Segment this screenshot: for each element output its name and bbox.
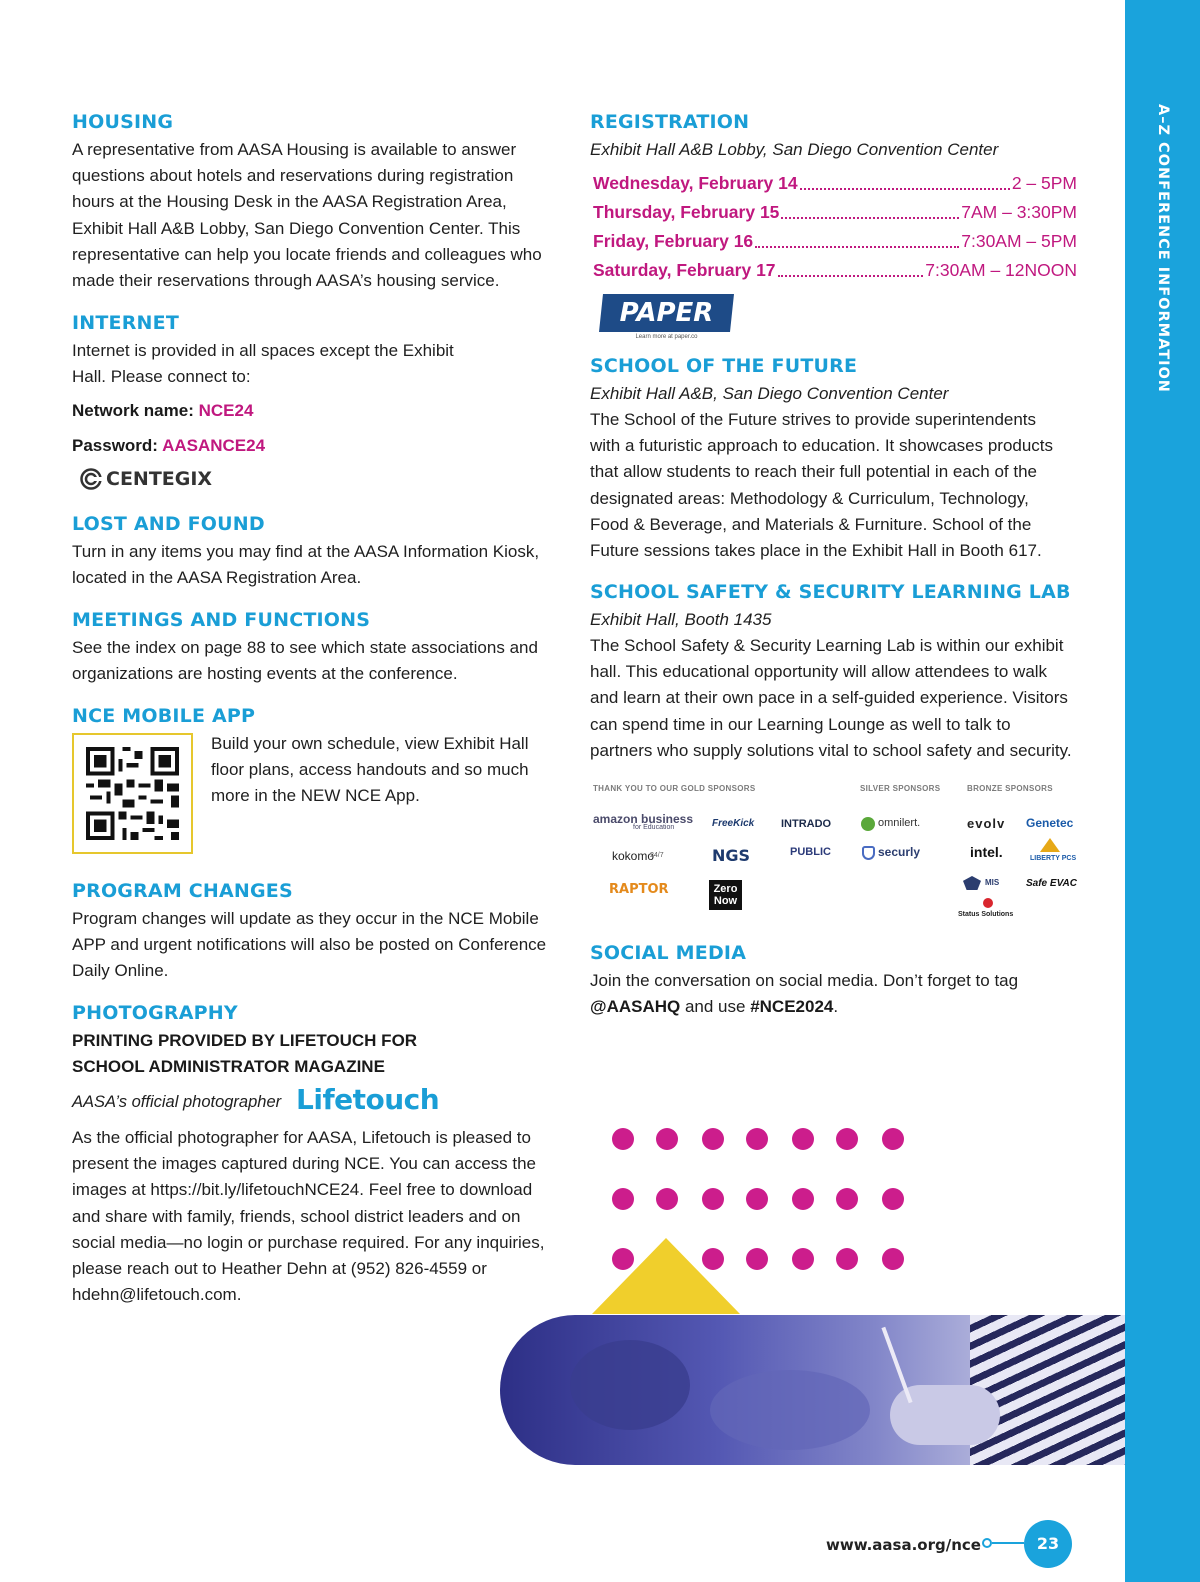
photography-heading: PHOTOGRAPHY xyxy=(72,1002,238,1024)
sponsor-ngs: NGS xyxy=(712,846,751,865)
decorative-dot xyxy=(656,1188,678,1210)
internet-body: Internet is provided in all spaces except the Exhibit Hall. Please connect to: xyxy=(72,341,454,387)
registration-time: 7:30AM – 5PM xyxy=(961,231,1077,251)
dot-leader xyxy=(778,265,924,277)
centegix-mark-icon xyxy=(80,468,102,490)
mobile-app-body: Build your own schedule, view Exhibit Hall floor plans, access handouts and so much more in the NEW NCE App. xyxy=(211,734,529,806)
housing-body: A representative from AASA Housing is available to answer questions about hotels and reservations during registration hours at the Housing Desk in the AASA Registration Area, Exhibit Hall A&B Lobby, San Diego Convention Center. This representative can help you locate friends and colleagues who made their reservations through AASA’s housing service. xyxy=(72,140,542,291)
social-body xyxy=(590,968,1070,1020)
sponsor-amazon-business: amazon business xyxy=(593,812,694,826)
registration-row xyxy=(593,198,1077,227)
sponsor-kokomo: kokomo xyxy=(612,849,655,863)
photography-subheading: PRINTING PROVIDED BY LIFETOUCH FOR SCHOOL ADMINISTRATOR MAGAZINE xyxy=(72,1031,418,1077)
registration-time: 2 – 5PM xyxy=(1011,173,1077,193)
footer-connector-dot xyxy=(982,1538,992,1548)
network-label: Network name: xyxy=(72,401,199,420)
meetings-body: See the index on page 88 to see which state associations and organizations are hosting events at the conference. xyxy=(72,638,538,684)
photo-blur-shape xyxy=(570,1340,690,1430)
registration-day: Thursday, February 15 xyxy=(593,202,780,222)
paper-logo xyxy=(599,294,734,332)
photography-body: As the official photographer for AASA, Lifetouch is pleased to present the images captured during NCE. You can access the images at https://bit.ly/lifetouchNCE24. Feel free to download and share with family, friends, school district leaders and on social media—no login or purchase required. For any inquiries, please reach out to Heather Dehn at (952) 826-4559 or hdehn@lifetouch.com. xyxy=(72,1128,545,1305)
decorative-dot xyxy=(882,1188,904,1210)
sponsor-public: PUBLIC xyxy=(790,846,831,858)
footer-url[interactable]: www.aasa.org/nce xyxy=(826,1536,981,1554)
registration-day: Friday, February 16 xyxy=(593,231,754,251)
photographer-label: AASA’s official photographer xyxy=(72,1093,282,1111)
sponsor-amazon-sub: for Education xyxy=(633,824,675,831)
registration-time: 7:30AM – 12NOON xyxy=(925,260,1077,280)
registration-row xyxy=(593,169,1077,198)
social-body-text: Join the conversation on social media. Don’t forget to tag xyxy=(590,971,1019,990)
program-changes-body: Program changes will update as they occur in the NCE Mobile APP and urgent notifications will also be posted on Conference Daily Online. xyxy=(72,909,547,981)
lost-found-body: Turn in any items you may find at the AASA Information Kiosk, located in the AASA Registration Area. xyxy=(72,542,540,588)
sponsor-status-solutions: Status Solutions xyxy=(958,911,1014,918)
decorative-dot xyxy=(746,1188,768,1210)
bronze-sponsors-heading: BRONZE SPONSORS xyxy=(967,784,1053,793)
sponsor-intrado: INTRADO xyxy=(781,818,832,830)
paper-wordmark: PAPER xyxy=(619,298,714,328)
registration-row xyxy=(593,227,1077,256)
photo-blur-shape xyxy=(710,1370,870,1450)
omnilert-mark-icon xyxy=(861,817,875,831)
sponsor-evolv: evolv xyxy=(967,816,1006,831)
qr-code-icon xyxy=(74,735,191,852)
social-body-mid: and use xyxy=(680,997,751,1017)
sponsor-kokomo-sub: 24/7 xyxy=(650,852,664,859)
status-solutions-mark-icon xyxy=(983,898,993,908)
decorative-dot xyxy=(836,1128,858,1150)
decorative-dot xyxy=(882,1248,904,1270)
school-future-body: The School of the Future strives to provide superintendents with a futuristic approach to education. It showcases products that allow students to reach their full potential in each of the designated areas: Methodology & Curriculum, Technology, Food & Beverage, and Materials & Furniture. School of the Future sessions takes place in the Exhibit Hall in Booth 617. xyxy=(590,410,1054,561)
safety-lab-heading: SCHOOL SAFETY & SECURITY LEARNING LAB xyxy=(590,581,1071,603)
decorative-dot xyxy=(702,1128,724,1150)
registration-time: 7AM – 3:30PM xyxy=(961,202,1077,222)
decorative-dot xyxy=(882,1128,904,1150)
school-future-heading: SCHOOL OF THE FUTURE xyxy=(590,355,858,377)
students-photo-banner xyxy=(500,1315,1125,1465)
page-number: 23 xyxy=(1024,1520,1072,1568)
dot-leader xyxy=(755,236,959,248)
photo-striped-sleeve xyxy=(970,1315,1125,1465)
registration-day: Saturday, February 17 xyxy=(593,260,776,280)
zero-now-line2: Now xyxy=(713,895,738,907)
liberty-pcs-mark-icon xyxy=(1040,838,1060,852)
photo-pencil xyxy=(881,1327,912,1404)
decorative-dot xyxy=(792,1188,814,1210)
centegix-wordmark: CENTEGIX xyxy=(106,468,213,490)
housing-heading: HOUSING xyxy=(72,111,174,133)
internet-heading: INTERNET xyxy=(72,312,179,334)
securly-shield-icon xyxy=(862,846,875,860)
program-changes-heading: PROGRAM CHANGES xyxy=(72,880,293,902)
mis-shield-icon xyxy=(963,876,981,890)
gold-sponsors-heading: THANK YOU TO OUR GOLD SPONSORS xyxy=(593,784,756,793)
password-label: Password: xyxy=(72,436,163,455)
social-hashtag[interactable]: #NCE2024 xyxy=(750,997,834,1017)
sponsor-raptor: RAPTOR xyxy=(609,882,669,897)
decorative-dot xyxy=(836,1188,858,1210)
sponsor-zero-now xyxy=(709,880,742,910)
registration-heading: REGISTRATION xyxy=(590,111,750,133)
footer-connector-line xyxy=(992,1542,1024,1544)
network-line xyxy=(72,398,492,424)
safety-lab-body: The School Safety & Security Learning Lab is within our exhibit hall. This educational opportunity will allow attendees to walk and learn at their own pace in a self-guided experience. Visitors can spend time in our Learning Lounge as well to talk to partners who supply solutions vital to school safety and security. xyxy=(590,636,1072,760)
lost-found-heading: LOST AND FOUND xyxy=(72,513,265,535)
centegix-logo xyxy=(80,466,212,492)
silver-sponsors-heading: SILVER SPONSORS xyxy=(860,784,941,793)
password-line xyxy=(72,433,492,459)
meetings-heading: MEETINGS AND FUNCTIONS xyxy=(72,609,371,631)
decorative-dot xyxy=(746,1128,768,1150)
zero-now-line1: Zero xyxy=(713,883,738,895)
registration-day: Wednesday, February 14 xyxy=(593,173,798,193)
social-handle[interactable]: @AASAHQ xyxy=(590,997,681,1017)
decorative-triangle xyxy=(592,1238,740,1314)
decorative-dot xyxy=(836,1248,858,1270)
sponsor-genetec: Genetec xyxy=(1026,816,1074,830)
decorative-dot xyxy=(612,1188,634,1210)
dot-leader xyxy=(800,178,1010,190)
network-value: NCE24 xyxy=(198,401,254,420)
social-heading: SOCIAL MEDIA xyxy=(590,942,747,964)
lifetouch-logo: Lifetouch xyxy=(296,1083,440,1116)
sponsor-mis: MIS xyxy=(985,878,1000,887)
decorative-dot xyxy=(792,1248,814,1270)
decorative-dot xyxy=(746,1248,768,1270)
sponsor-liberty-pcs: LIBERTY PCS xyxy=(1030,855,1077,862)
decorative-dot xyxy=(792,1128,814,1150)
sponsor-freekick: FreeKick xyxy=(712,818,755,829)
sponsor-securly: securly xyxy=(878,845,921,859)
dot-leader xyxy=(781,207,959,219)
password-value: AASANCE24 xyxy=(162,436,266,455)
app-qr-code[interactable] xyxy=(72,733,193,854)
school-future-location: Exhibit Hall A&B, San Diego Convention Center xyxy=(590,384,949,403)
sponsor-omnilert: omnilert. xyxy=(878,817,921,829)
decorative-dot xyxy=(656,1128,678,1150)
decorative-dot xyxy=(702,1188,724,1210)
safety-lab-location: Exhibit Hall, Booth 1435 xyxy=(590,610,772,629)
decorative-dot xyxy=(612,1128,634,1150)
paper-tagline: Learn more at paper.co xyxy=(635,334,698,340)
social-body-end: . xyxy=(833,997,839,1017)
sponsor-intel: intel. xyxy=(970,844,1003,860)
side-tab-label: A–Z CONFERENCE INFORMATION xyxy=(1155,104,1171,393)
sponsor-safe-evac: Safe EVAC xyxy=(1026,878,1077,889)
mobile-app-heading: NCE MOBILE APP xyxy=(72,705,256,727)
registration-location: Exhibit Hall A&B Lobby, San Diego Convention Center xyxy=(590,140,999,159)
registration-row xyxy=(593,256,1077,285)
